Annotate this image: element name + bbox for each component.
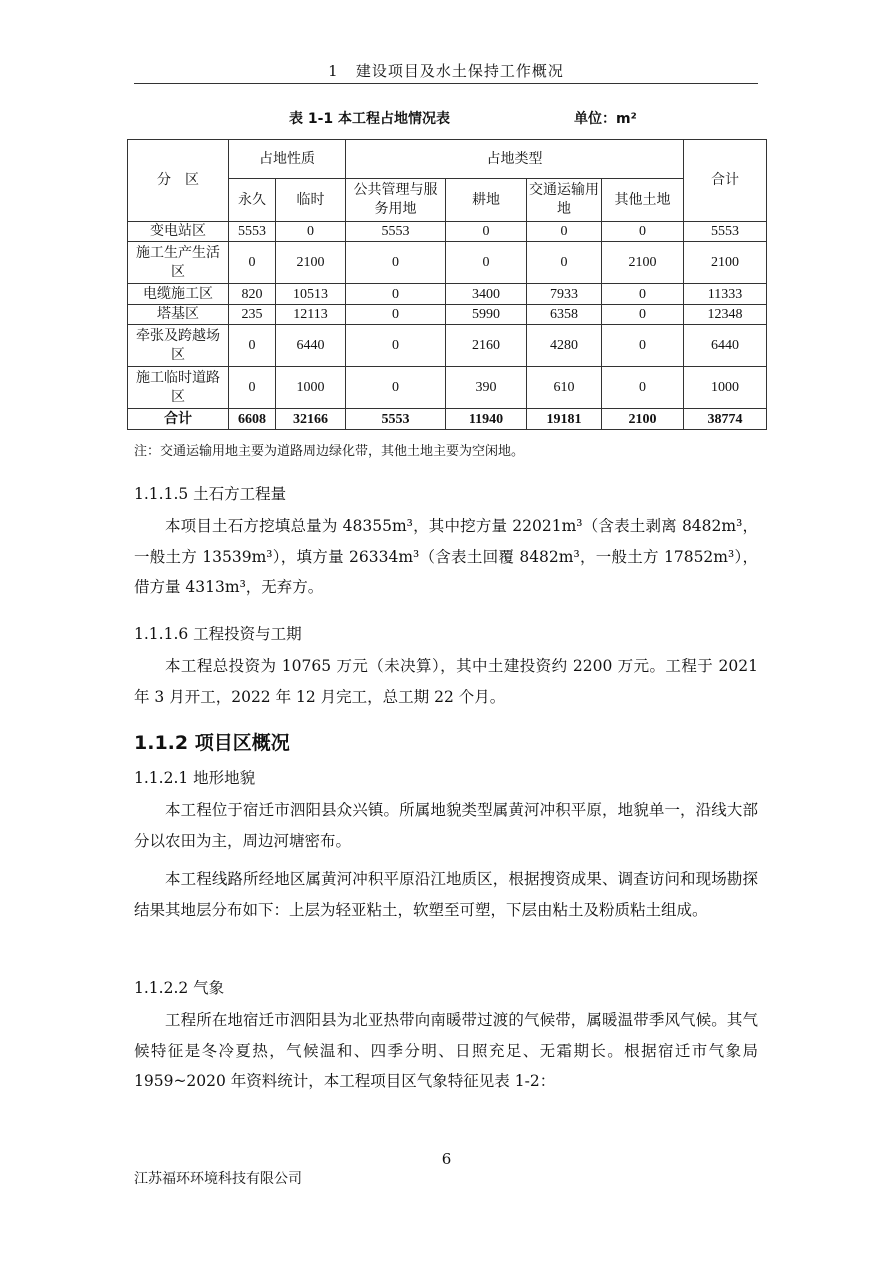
cell-value: 0 <box>276 222 346 242</box>
table-caption <box>134 108 758 130</box>
paragraph-terrain-2: 本工程线路所经地区属黄河冲积平原沿江地质区，根据搜资成果、调查访问和现场勘探结果其地层分布如下：上层为轻亚粘土，软塑至可塑，下层由粘土及粉质粘土组成。 <box>134 870 758 919</box>
cell-value: 6440 <box>276 325 346 367</box>
heading-1-1-2-2: 1.1.2.2 气象 <box>134 979 225 997</box>
cell-value: 2100 <box>684 242 767 284</box>
paragraph-terrain-1: 本工程位于宿迁市泗阳县众兴镇。所属地貌类型属黄河冲积平原，地貌单一，沿线大部分以农田为主，周边河塘密布。 <box>134 801 758 850</box>
cell-value: 0 <box>346 325 446 367</box>
cell-value: 5990 <box>446 305 527 325</box>
table-row <box>128 284 767 305</box>
cell-value: 6608 <box>229 409 276 430</box>
cell-value: 5553 <box>229 222 276 242</box>
heading-1-1-2-1: 1.1.2.1 地形地貌 <box>134 769 256 787</box>
header-public: 公共管理与服务用地 <box>346 179 446 222</box>
cell-value: 10513 <box>276 284 346 305</box>
cell-value: 1000 <box>684 367 767 409</box>
cell-value: 11333 <box>684 284 767 305</box>
cell-value: 12348 <box>684 305 767 325</box>
cell-zone: 塔基区 <box>128 305 229 325</box>
header-type: 占地类型 <box>346 140 684 179</box>
cell-value: 390 <box>446 367 527 409</box>
cell-value: 0 <box>229 367 276 409</box>
cell-value: 0 <box>446 242 527 284</box>
cell-value: 0 <box>602 222 684 242</box>
header-nature: 占地性质 <box>229 140 346 179</box>
cell-value: 0 <box>602 325 684 367</box>
cell-value: 3400 <box>446 284 527 305</box>
cell-value: 0 <box>602 305 684 325</box>
cell-value: 5553 <box>346 409 446 430</box>
company-footer: 江苏福环环境科技有限公司 <box>134 1171 302 1187</box>
header-permanent: 永久 <box>229 179 276 222</box>
cell-value: 1000 <box>276 367 346 409</box>
cell-value: 2100 <box>602 409 684 430</box>
cell-zone: 变电站区 <box>128 222 229 242</box>
chapter-title: 建设项目及水土保持工作概况 <box>355 62 564 80</box>
cell-value: 5553 <box>346 222 446 242</box>
header-zone: 分 区 <box>128 140 229 222</box>
cell-zone: 合计 <box>128 409 229 430</box>
chapter-number: 1 <box>328 62 339 80</box>
cell-value: 235 <box>229 305 276 325</box>
land-use-table <box>127 139 767 430</box>
cell-value: 5553 <box>684 222 767 242</box>
cell-value: 0 <box>346 367 446 409</box>
cell-zone: 电缆施工区 <box>128 284 229 305</box>
cell-value: 6358 <box>527 305 602 325</box>
cell-zone: 施工生产生活区 <box>128 242 229 284</box>
table-row <box>128 242 767 284</box>
cell-value: 2100 <box>602 242 684 284</box>
cell-value: 7933 <box>527 284 602 305</box>
heading-1-1-2: 1.1.2 项目区概况 <box>134 732 290 754</box>
header-farmland: 耕地 <box>446 179 527 222</box>
header-other: 其他土地 <box>602 179 684 222</box>
cell-value: 820 <box>229 284 276 305</box>
table-total-row <box>128 409 767 430</box>
cell-value: 0 <box>346 305 446 325</box>
cell-value: 0 <box>229 325 276 367</box>
cell-value: 0 <box>346 242 446 284</box>
heading-1-1-1-6: 1.1.1.6 工程投资与工期 <box>134 625 302 643</box>
cell-value: 2160 <box>446 325 527 367</box>
cell-value: 0 <box>527 222 602 242</box>
table-title: 表 1-1 本工程占地情况表 <box>289 111 451 127</box>
header-transport: 交通运输用地 <box>527 179 602 222</box>
paragraph-climate: 工程所在地宿迁市泗阳县为北亚热带向南暖带过渡的气候带，属暖温带季风气候。其气候特征是冬冷夏热，气候温和、四季分明、日照充足、无霜期长。根据宿迁市气象局 1959~2020 年资料统计，本工程项目区气象特征见表 1-2： <box>134 1011 758 1090</box>
cell-value: 12113 <box>276 305 346 325</box>
cell-value: 32166 <box>276 409 346 430</box>
header-divider <box>134 83 758 84</box>
paragraph-investment: 本工程总投资为 10765 万元（未决算），其中土建投资约 2200 万元。工程于 2021 年 3 月开工，2022 年 12 月完工，总工期 22 个月。 <box>134 657 758 706</box>
table-unit: 单位：m² <box>574 111 637 127</box>
cell-value: 19181 <box>527 409 602 430</box>
cell-value: 0 <box>346 284 446 305</box>
cell-value: 0 <box>602 284 684 305</box>
cell-value: 0 <box>446 222 527 242</box>
table-row <box>128 367 767 409</box>
heading-1-1-1-5: 1.1.1.5 土石方工程量 <box>134 485 287 503</box>
cell-value: 0 <box>229 242 276 284</box>
cell-value: 2100 <box>276 242 346 284</box>
page-header <box>134 60 758 81</box>
cell-zone: 施工临时道路区 <box>128 367 229 409</box>
table-row <box>128 305 767 325</box>
cell-value: 0 <box>527 242 602 284</box>
cell-value: 38774 <box>684 409 767 430</box>
header-total: 合计 <box>684 140 767 222</box>
cell-value: 0 <box>602 367 684 409</box>
cell-zone: 牵张及跨越场区 <box>128 325 229 367</box>
cell-value: 610 <box>527 367 602 409</box>
table-note: 注：交通运输用地主要为道路周边绿化带，其他土地主要为空闲地。 <box>134 444 525 459</box>
table-row <box>128 325 767 367</box>
paragraph-earthwork: 本项目土石方挖填总量为 48355m³，其中挖方量 22021m³（含表土剥离 8482m³，一般土方 13539m³），填方量 26334m³（含表土回覆 8482m³，一般土方 17852m³），借方量 4313m³，无弃方。 <box>134 517 758 596</box>
page-number: 6 <box>441 1150 452 1168</box>
table-row <box>128 222 767 242</box>
cell-value: 4280 <box>527 325 602 367</box>
cell-value: 6440 <box>684 325 767 367</box>
cell-value: 11940 <box>446 409 527 430</box>
header-temporary: 临时 <box>276 179 346 222</box>
